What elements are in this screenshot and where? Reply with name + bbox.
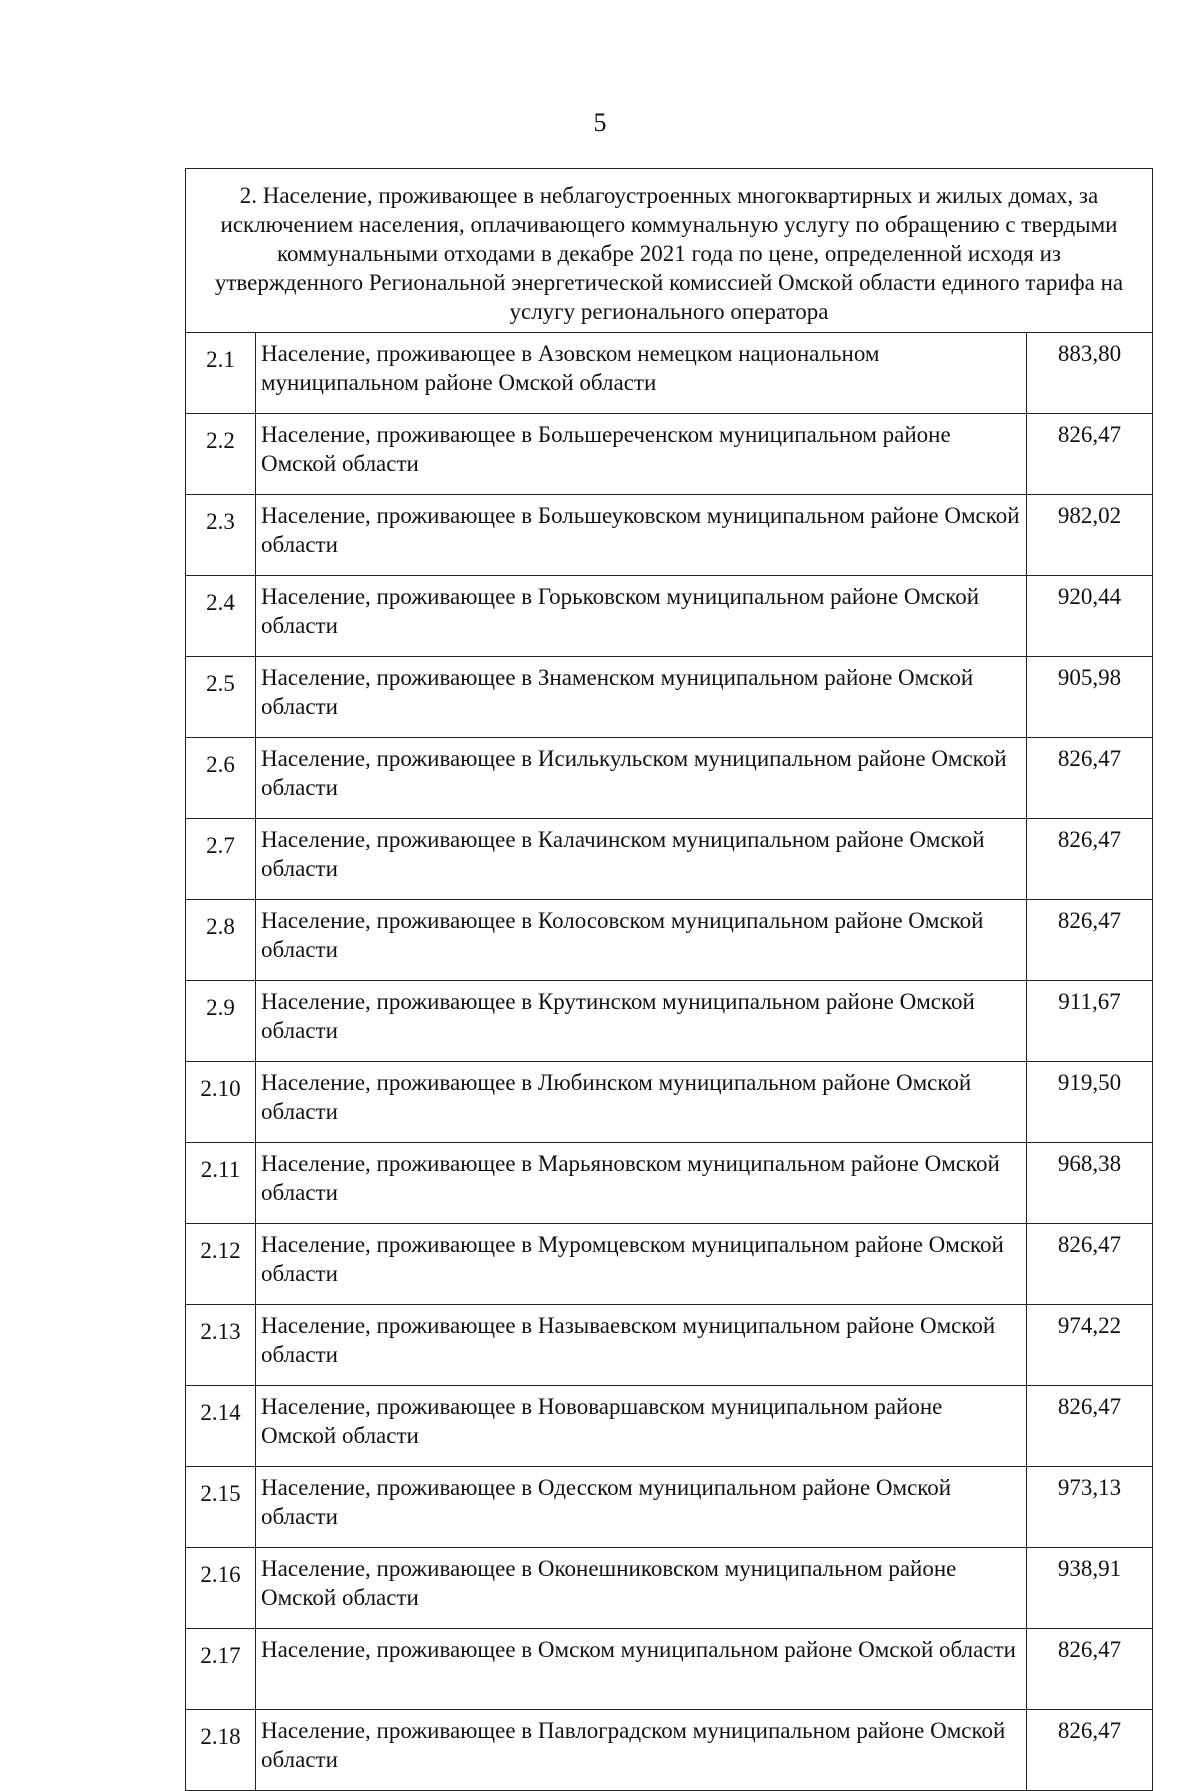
row-description: Население, проживающее в Большереченском муниципальном районе Омской области [256,414,1027,495]
row-value: 905,98 [1027,657,1153,738]
row-value: 826,47 [1027,414,1153,495]
row-number: 2.15 [186,1467,256,1548]
table-row [186,900,1153,981]
row-value: 911,67 [1027,981,1153,1062]
table-row [186,1143,1153,1224]
row-description: Население, проживающее в Омском муниципальном районе Омской области [256,1629,1027,1710]
row-value: 974,22 [1027,1305,1153,1386]
tariff-table-body [186,169,1153,1791]
table-row [186,1467,1153,1548]
row-number: 2.12 [186,1224,256,1305]
page-number: 5 [593,108,607,137]
row-number: 2.8 [186,900,256,981]
row-description: Население, проживающее в Одесском муниципальном районе Омской области [256,1467,1027,1548]
row-number: 2.3 [186,495,256,576]
row-number: 2.5 [186,657,256,738]
row-description: Население, проживающее в Павлоградском муниципальном районе Омской области [256,1710,1027,1791]
table-row [186,657,1153,738]
row-number: 2.18 [186,1710,256,1791]
table-row [186,1629,1153,1710]
table-row [186,1305,1153,1386]
row-value: 883,80 [1027,333,1153,414]
row-description: Население, проживающее в Называевском муниципальном районе Омской области [256,1305,1027,1386]
row-number: 2.11 [186,1143,256,1224]
table-row [186,576,1153,657]
row-number: 2.9 [186,981,256,1062]
row-description: Население, проживающее в Калачинском муниципальном районе Омской области [256,819,1027,900]
row-number: 2.13 [186,1305,256,1386]
row-value: 826,47 [1027,1710,1153,1791]
row-description: Население, проживающее в Горьковском муниципальном районе Омской области [256,576,1027,657]
table-row [186,1548,1153,1629]
row-value: 968,38 [1027,1143,1153,1224]
table-row [186,981,1153,1062]
row-number: 2.4 [186,576,256,657]
row-description: Население, проживающее в Любинском муниципальном районе Омской области [256,1062,1027,1143]
row-description: Население, проживающее в Знаменском муниципальном районе Омской области [256,657,1027,738]
section-header-row [186,169,1153,333]
section-title: 2. Население, проживающее в неблагоустроенных многоквартирных и жилых домах, за исключением населения, оплачивающего коммунальную услугу по обращению с твердыми коммунальными отходами в декабре 2021 года по цене, определенной исходя из утвержденного Региональной энергетической комиссией Омской области единого тарифа на услугу регионального оператора [186,169,1153,333]
table-row [186,738,1153,819]
row-description: Население, проживающее в Муромцевском муниципальном районе Омской области [256,1224,1027,1305]
row-value: 973,13 [1027,1467,1153,1548]
table-row [186,1224,1153,1305]
row-value: 826,47 [1027,900,1153,981]
row-value: 938,91 [1027,1548,1153,1629]
row-description: Население, проживающее в Азовском немецком национальном муниципальном районе Омской области [256,333,1027,414]
table-row [186,414,1153,495]
row-description: Население, проживающее в Крутинском муниципальном районе Омской области [256,981,1027,1062]
row-number: 2.14 [186,1386,256,1467]
row-description: Население, проживающее в Марьяновском муниципальном районе Омской области [256,1143,1027,1224]
row-value: 826,47 [1027,738,1153,819]
table-row [186,1062,1153,1143]
row-description: Население, проживающее в Исилькульском муниципальном районе Омской области [256,738,1027,819]
row-value: 826,47 [1027,819,1153,900]
table-row [186,1710,1153,1791]
row-value: 826,47 [1027,1386,1153,1467]
row-description: Население, проживающее в Оконешниковском муниципальном районе Омской области [256,1548,1027,1629]
row-number: 2.16 [186,1548,256,1629]
table-row [186,333,1153,414]
row-number: 2.7 [186,819,256,900]
row-number: 2.17 [186,1629,256,1710]
tariff-table [185,168,1153,1791]
row-number: 2.10 [186,1062,256,1143]
row-number: 2.2 [186,414,256,495]
row-description: Население, проживающее в Нововаршавском муниципальном районе Омской области [256,1386,1027,1467]
row-value: 826,47 [1027,1629,1153,1710]
row-description: Население, проживающее в Колосовском муниципальном районе Омской области [256,900,1027,981]
row-description: Население, проживающее в Большеуковском муниципальном районе Омской области [256,495,1027,576]
row-value: 919,50 [1027,1062,1153,1143]
row-number: 2.6 [186,738,256,819]
table-row [186,1386,1153,1467]
row-value: 920,44 [1027,576,1153,657]
row-value: 826,47 [1027,1224,1153,1305]
row-number: 2.1 [186,333,256,414]
table-row [186,495,1153,576]
table-row [186,819,1153,900]
row-value: 982,02 [1027,495,1153,576]
